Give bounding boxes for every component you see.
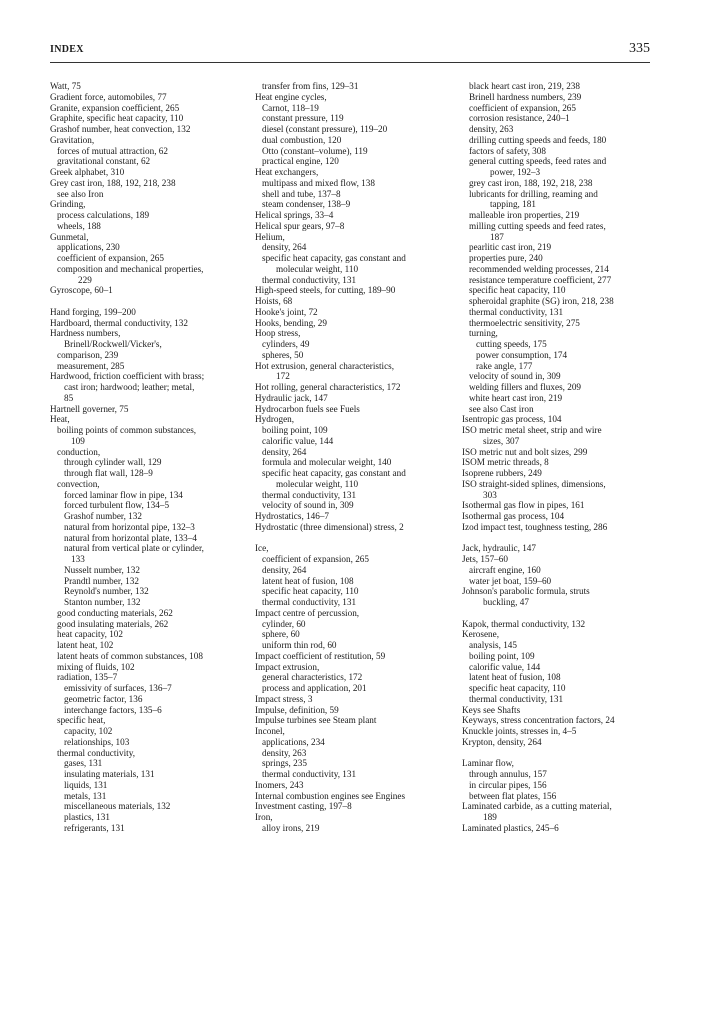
- index-subentry: spheroidal graphite (SG) iron, 218, 238: [469, 296, 614, 306]
- index-entry: Hydrostatics, 146–7: [255, 511, 330, 521]
- index-entry: Gyroscope, 60–1: [50, 285, 113, 296]
- index-subentry: 133: [71, 554, 85, 564]
- index-subentry: measurement, 285: [57, 360, 125, 371]
- index-subentry: natural from vertical plate or cylinder,: [64, 543, 204, 554]
- index-entry: Heat,: [50, 414, 70, 425]
- index-entry: Hot rolling, general characteristics, 172: [255, 382, 401, 392]
- index-entry: Hardboard, thermal conductivity, 132: [50, 317, 188, 328]
- index-subentry: specific heat capacity, 110: [262, 586, 359, 597]
- index-subentry: Carnot, 118–19: [262, 102, 319, 113]
- index-entry: Hydraulic jack, 147: [255, 392, 328, 403]
- index-subentry: general cutting speeds, feed rates and: [469, 156, 607, 167]
- index-subentry: 85: [64, 392, 74, 403]
- index-subentry: diesel (constant pressure), 119–20: [262, 124, 388, 134]
- index-subentry: specific heat,: [57, 715, 106, 726]
- index-entry: Laminated carbide, as a cutting material,: [462, 801, 612, 812]
- index-subentry: power consumption, 174: [476, 349, 568, 360]
- index-subentry: 303: [483, 489, 497, 500]
- page-header: [50, 41, 650, 60]
- index-subentry: 189: [483, 812, 497, 822]
- index-subentry: heat capacity, 102: [57, 629, 123, 640]
- index-subentry: 172: [276, 371, 290, 382]
- index-subentry: molecular weight, 110: [276, 263, 359, 274]
- index-entry: ISO metric nut and bolt sizes, 299: [462, 446, 588, 457]
- index-entry: Helium,: [255, 231, 285, 242]
- index-subentry: coefficient of expansion, 265: [262, 554, 369, 564]
- index-subentry: conduction,: [57, 446, 101, 457]
- index-subentry: latent heat of fusion, 108: [262, 575, 354, 586]
- index-entry: Impact stress, 3: [255, 693, 313, 704]
- index-subentry: calorific value, 144: [469, 661, 541, 672]
- index-subentry: sizes, 307: [483, 435, 520, 446]
- index-subentry: through annulus, 157: [469, 769, 547, 779]
- index-subentry: transfer from fins, 129–31: [262, 81, 359, 91]
- index-subentry: aircraft engine, 160: [469, 564, 541, 575]
- index-subentry: welding fillers and fluxes, 209: [469, 382, 582, 392]
- index-entry: Investment casting, 197–8: [255, 801, 352, 812]
- index-entry: Grashof number, heat convection, 132: [50, 124, 191, 134]
- index-subentry: capacity, 102: [64, 726, 113, 736]
- index-subentry: cast iron; hardwood; leather; metal,: [64, 382, 195, 392]
- index-subentry: pearlitic cast iron, 219: [469, 242, 552, 253]
- index-entry: Internal combustion engines see Engines: [255, 790, 406, 801]
- index-subentry: liquids, 131: [64, 779, 108, 790]
- page-number: 335: [629, 41, 650, 56]
- index-entry: Hooke's joint, 72: [255, 306, 318, 317]
- index-subentry: springs, 235: [262, 758, 307, 769]
- index-entry: Krypton, density, 264: [462, 736, 542, 747]
- index-subentry: practical engine, 120: [262, 156, 339, 167]
- index-subentry: applications, 234: [262, 736, 325, 747]
- index-entry: Hot extrusion, general characteristics,: [255, 360, 395, 371]
- index-subentry: process and application, 201: [262, 683, 367, 693]
- header-rule: [50, 62, 650, 63]
- index-entry: Hydrogen,: [255, 414, 295, 425]
- index-entry: Izod impact test, toughness testing, 286: [462, 521, 608, 532]
- index-subentry: thermoelectric sensitivity, 275: [469, 317, 580, 328]
- index-subentry: white heart cast iron, 219: [469, 392, 563, 403]
- index-entry: Grey cast iron, 188, 192, 218, 238: [50, 177, 176, 188]
- index-subentry: shell and tube, 137–8: [262, 188, 341, 199]
- index-subentry: boiling points of common substances,: [57, 425, 197, 435]
- index-entry: Isoprene rubbers, 249: [462, 468, 542, 478]
- index-entry: Kapok, thermal conductivity, 132: [462, 618, 586, 629]
- index-entry: Isentropic gas process, 104: [462, 414, 562, 425]
- index-subentry: power, 192–3: [490, 167, 541, 177]
- index-subentry: forced turbulent flow, 134–5: [64, 500, 170, 511]
- index-subentry: interchange factors, 135–6: [64, 704, 162, 715]
- index-subentry: density, 264: [262, 242, 307, 253]
- index-entry: Gunmetal,: [50, 231, 89, 242]
- index-subentry: molecular weight, 110: [276, 478, 359, 489]
- index-subentry: density, 264: [262, 446, 307, 457]
- index-subentry: grey cast iron, 188, 192, 218, 238: [469, 177, 593, 188]
- running-head: INDEX: [50, 44, 84, 55]
- index-entry: Hardwood, friction coefficient with brass;: [50, 371, 205, 382]
- index-subentry: specific heat capacity, gas constant and: [262, 253, 406, 263]
- index-entry: Laminated plastics, 245–6: [462, 822, 559, 833]
- index-entry: Ice,: [255, 543, 269, 554]
- index-subentry: Nusselt number, 132: [64, 564, 140, 575]
- index-entry: Hydrocarbon fuels see Fuels: [255, 403, 360, 414]
- index-entry: Isothermal gas flow in pipes, 161: [462, 500, 585, 511]
- index-subentry: Otto (constant–volume), 119: [262, 145, 368, 156]
- index-subentry: turning,: [469, 328, 498, 339]
- index-subentry: composition and mechanical properties,: [57, 263, 204, 274]
- index-subentry: buckling, 47: [483, 597, 529, 607]
- index-subentry: tapping, 181: [490, 199, 536, 210]
- index-entry: High-speed steels, for cutting, 189–90: [255, 285, 396, 296]
- index-entry: Inconel,: [255, 726, 285, 736]
- index-subentry: drilling cutting speeds and feeds, 180: [469, 134, 607, 145]
- index-column-3: [462, 81, 672, 834]
- index-subentry: rake angle, 177: [476, 360, 533, 371]
- index-subentry: latent heat of fusion, 108: [469, 672, 561, 683]
- index-entry: Johnson's parabolic formula, struts: [462, 586, 590, 597]
- index-subentry: cylinder, 60: [262, 618, 306, 629]
- index-subentry: water jet boat, 159–60: [469, 575, 552, 586]
- index-subentry: milling cutting speeds and feed rates,: [469, 220, 606, 231]
- letter-section-gap: [255, 533, 460, 544]
- letter-section-gap: [462, 748, 672, 759]
- index-subentry: good insulating materials, 262: [57, 618, 169, 629]
- index-subentry: metals, 131: [64, 790, 107, 801]
- index-subentry: thermal conductivity, 131: [469, 306, 564, 317]
- index-subentry: miscellaneous materials, 132: [64, 801, 171, 812]
- index-entry: Keys see Shafts: [462, 704, 521, 715]
- index-subentry: mixing of fluids, 102: [57, 661, 135, 672]
- index-subentry: specific heat capacity, 110: [469, 683, 566, 693]
- index-entry: Grinding,: [50, 199, 86, 210]
- index-entry: Laminar flow,: [462, 758, 514, 769]
- index-subentry: Grashof number, 132: [64, 511, 142, 521]
- index-entry: Watt, 75: [50, 81, 81, 91]
- index-subentry: 109: [71, 435, 85, 446]
- index-subentry: relationships, 103: [64, 736, 130, 747]
- index-subentry: malleable iron properties, 219: [469, 210, 580, 220]
- index-subentry: spheres, 50: [262, 349, 304, 360]
- index-subentry: density, 263: [262, 747, 307, 758]
- index-subentry: coefficient of expansion, 265: [469, 102, 576, 113]
- index-entry: Impact extrusion,: [255, 661, 320, 672]
- index-subentry: plastics, 131: [64, 812, 110, 822]
- index-entry: Jets, 157–60: [462, 554, 508, 564]
- index-entry: Helical spur gears, 97–8: [255, 220, 345, 231]
- index-subentry: Reynold's number, 132: [64, 586, 149, 597]
- index-entry: Granite, expansion coefficient, 265: [50, 102, 180, 113]
- index-subentry: lubricants for drilling, reaming and: [469, 188, 598, 199]
- index-subentry: specific heat capacity, 110: [469, 285, 566, 296]
- index-entry: Inomers, 243: [255, 779, 304, 790]
- index-subentry: sphere, 60: [262, 629, 300, 640]
- index-subentry: steam condenser, 138–9: [262, 199, 351, 210]
- index-subentry: forced laminar flow in pipe, 134: [64, 489, 183, 500]
- index-subentry: comparison, 239: [57, 349, 119, 360]
- index-subentry: insulating materials, 131: [64, 769, 155, 779]
- index-subentry: thermal conductivity, 131: [262, 489, 357, 500]
- index-subentry: density, 263: [469, 124, 514, 134]
- index-entry: Heat engine cycles,: [255, 91, 327, 102]
- index-entry: Hoists, 68: [255, 296, 293, 306]
- index-subentry: analysis, 145: [469, 640, 517, 650]
- index-column-2: [255, 81, 460, 834]
- index-subentry: constant pressure, 119: [262, 113, 344, 124]
- index-subentry: see also Iron: [57, 188, 104, 199]
- index-subentry: refrigerants, 131: [64, 822, 125, 833]
- index-subentry: boiling point, 109: [469, 650, 535, 661]
- index-subentry: specific heat capacity, gas constant and: [262, 468, 406, 478]
- index-entry: Jack, hydraulic, 147: [462, 543, 536, 554]
- index-entry: Helical springs, 33–4: [255, 210, 334, 220]
- index-subentry: thermal conductivity,: [57, 747, 135, 758]
- index-subentry: emissivity of surfaces, 136–7: [64, 683, 172, 693]
- index-subentry: resistance temperature coefficient, 277: [469, 274, 612, 285]
- index-entry: Iron,: [255, 812, 273, 822]
- index-subentry: Brinell/Rockwell/Vicker's,: [64, 339, 162, 349]
- index-subentry: gravitational constant, 62: [57, 156, 151, 167]
- index-subentry: thermal conductivity, 131: [262, 769, 357, 779]
- index-subentry: see also Cast iron: [469, 403, 534, 414]
- index-subentry: 229: [78, 274, 92, 285]
- index-subentry: coefficient of expansion, 265: [57, 253, 164, 263]
- index-entry: Hardness numbers,: [50, 328, 121, 339]
- index-entry: Impulse turbines see Steam plant: [255, 715, 377, 726]
- index-subentry: velocity of sound in, 309: [262, 500, 354, 511]
- index-subentry: factors of safety, 308: [469, 145, 546, 156]
- index-entry: ISO metric metal sheet, strip and wire: [462, 425, 602, 435]
- index-subentry: wheels, 188: [57, 220, 101, 231]
- index-subentry: natural from horizontal pipe, 132–3: [64, 521, 195, 532]
- index-subentry: through flat wall, 128–9: [64, 468, 153, 478]
- index-subentry: Stanton number, 132: [64, 597, 141, 607]
- index-subentry: cylinders, 49: [262, 339, 310, 349]
- index-subentry: natural from horizontal plate, 133–4: [64, 532, 197, 543]
- index-subentry: radiation, 135–7: [57, 672, 118, 683]
- index-subentry: recommended welding processes, 214: [469, 263, 609, 274]
- letter-section-gap: [50, 296, 250, 307]
- index-entry: Hoop stress,: [255, 328, 301, 339]
- index-entry: Graphite, specific heat capacity, 110: [50, 113, 184, 124]
- index-subentry: Prandtl number, 132: [64, 575, 139, 586]
- index-subentry: velocity of sound in, 309: [469, 371, 561, 382]
- index-subentry: calorific value, 144: [262, 435, 334, 446]
- index-entry: Impact centre of percussion,: [255, 607, 360, 618]
- index-entry: ISOM metric threads, 8: [462, 457, 549, 468]
- index-subentry: in circular pipes, 156: [469, 779, 547, 790]
- index-entry: Impact coefficient of restitution, 59: [255, 650, 386, 661]
- index-subentry: black heart cast iron, 219, 238: [469, 81, 580, 91]
- index-subentry: properties pure, 240: [469, 253, 543, 263]
- index-entry: Impulse, definition, 59: [255, 704, 339, 715]
- index-entry: Hand forging, 199–200: [50, 306, 136, 317]
- index-subentry: dual combustion, 120: [262, 134, 342, 145]
- index-entry: Gradient force, automobiles, 77: [50, 91, 167, 102]
- index-entry: ISO straight-sided splines, dimensions,: [462, 478, 606, 489]
- index-entry: Keyways, stress concentration factors, 24: [462, 715, 615, 726]
- index-subentry: thermal conductivity, 131: [469, 693, 564, 704]
- index-subentry: latent heats of common substances, 108: [57, 650, 203, 661]
- index-subentry: forces of mutual attraction, 62: [57, 145, 168, 156]
- index-subentry: geometric factor, 136: [64, 693, 143, 704]
- index-subentry: boiling point, 109: [262, 425, 328, 435]
- index-subentry: cutting speeds, 175: [476, 339, 547, 349]
- index-subentry: process calculations, 189: [57, 210, 150, 220]
- letter-section-gap: [462, 533, 672, 544]
- index-entry: Kerosene,: [462, 629, 499, 640]
- index-subentry: thermal conductivity, 131: [262, 274, 357, 285]
- index-entry: Hydrostatic (three dimensional) stress, 2: [255, 521, 404, 532]
- index-entry: Greek alphabet, 310: [50, 167, 125, 177]
- index-subentry: corrosion resistance, 240–1: [469, 113, 570, 124]
- index-subentry: uniform thin rod, 60: [262, 640, 337, 650]
- index-subentry: density, 264: [262, 564, 307, 575]
- index-subentry: good conducting materials, 262: [57, 607, 173, 618]
- index-subentry: latent heat, 102: [57, 640, 114, 650]
- index-entry: Isothermal gas process, 104: [462, 511, 565, 521]
- index-subentry: between flat plates, 156: [469, 790, 557, 801]
- index-subentry: general characteristics, 172: [262, 672, 363, 683]
- index-column-1: [50, 81, 250, 834]
- index-subentry: multipass and mixed flow, 138: [262, 177, 375, 188]
- letter-section-gap: [462, 608, 672, 619]
- index-subentry: thermal conductivity, 131: [262, 597, 357, 607]
- index-subentry: gases, 131: [64, 758, 103, 769]
- index-subentry: formula and molecular weight, 140: [262, 457, 392, 468]
- index-subentry: 187: [490, 231, 504, 242]
- index-entry: Hartnell governer, 75: [50, 403, 129, 414]
- index-subentry: through cylinder wall, 129: [64, 457, 162, 468]
- index-subentry: convection,: [57, 478, 100, 489]
- index-subentry: applications, 230: [57, 242, 120, 253]
- index-entry: Knuckle joints, stresses in, 4–5: [462, 726, 577, 736]
- index-subentry: Brinell hardness numbers, 239: [469, 91, 582, 102]
- index-entry: Heat exchangers,: [255, 167, 319, 177]
- index-subentry: alloy irons, 219: [262, 822, 320, 833]
- index-entry: Gravitation,: [50, 134, 95, 145]
- index-entry: Hooks, bending, 29: [255, 317, 327, 328]
